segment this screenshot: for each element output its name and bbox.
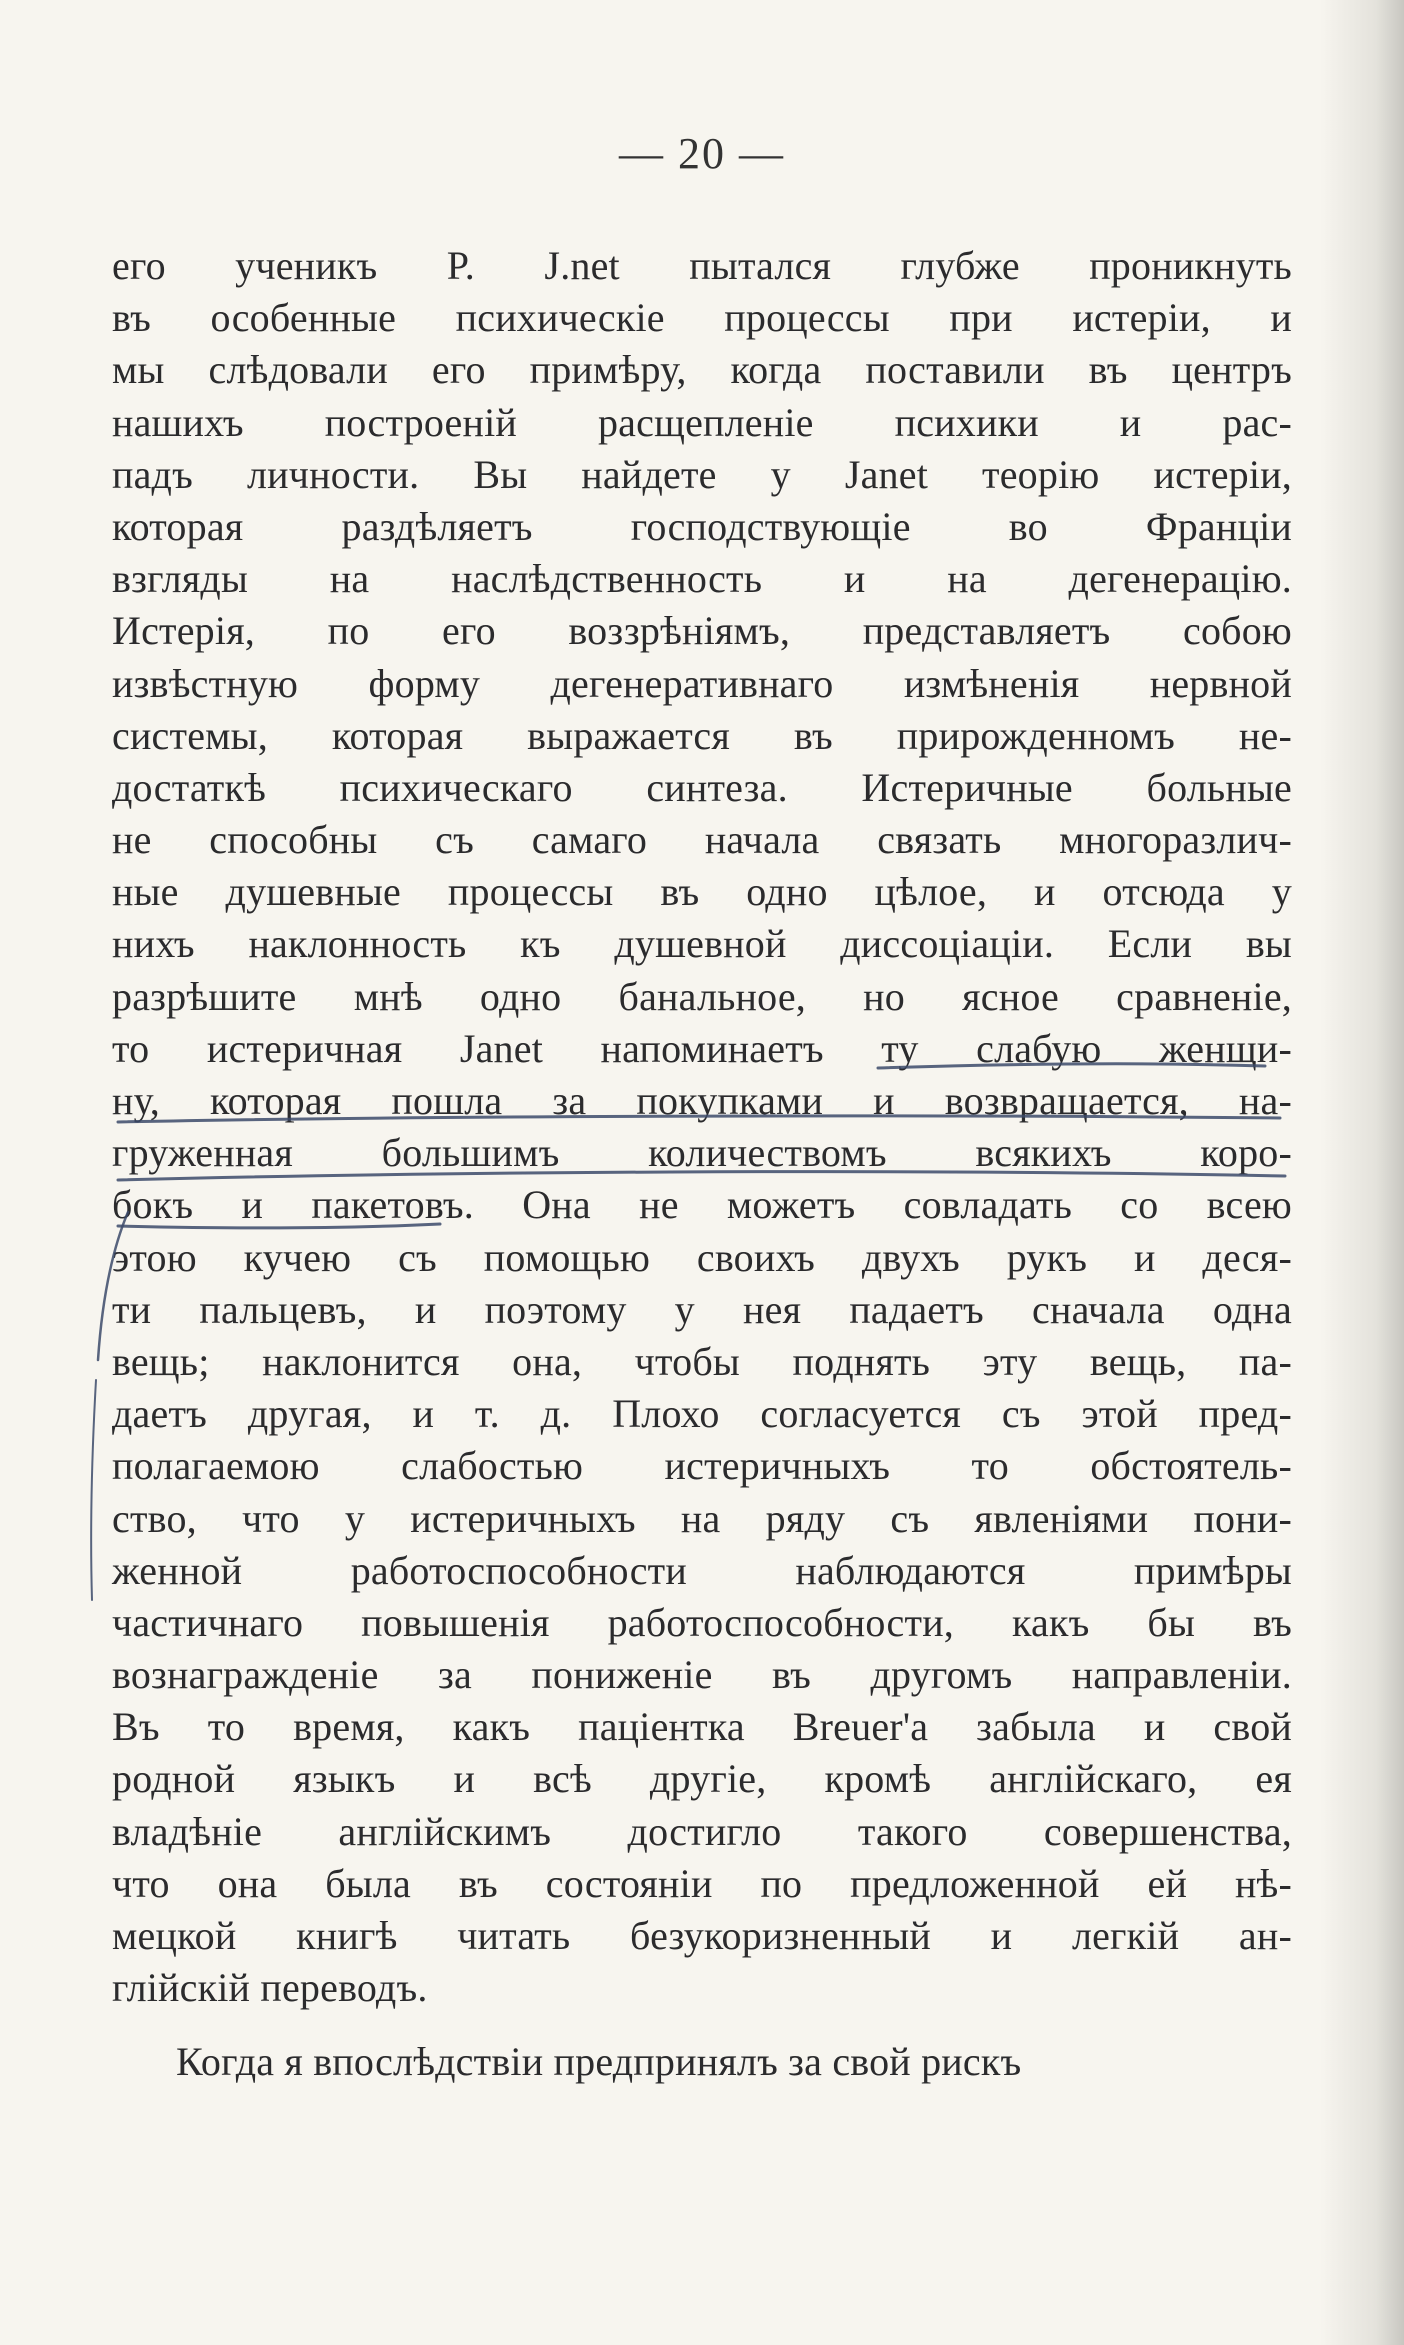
text-line: ные душевные процессы въ одно цѣлое, и отсюда у (112, 869, 1292, 915)
text-line: вознагражденіе за пониженіе въ другомъ направленіи. (112, 1652, 1292, 1698)
text-line: его ученикъ P. J.net пытался глубже проникнуть (112, 243, 1292, 288)
text-line: которая раздѣляетъ господствующіе во Франціи (112, 503, 1292, 549)
text-line: женной работоспособности наблюдаются примѣры (112, 1547, 1292, 1593)
text-line: мецкой книгѣ читать безукоризненный и легкій ан- (112, 1913, 1292, 1958)
text-line: Когда я впослѣдствіи предпринялъ за свой рискъ (176, 2039, 1022, 2085)
text-line: въ особенные психическіе процессы при истеріи, и (112, 295, 1292, 341)
text-line: взгляды на наслѣдственность и на дегенерацію. (112, 556, 1292, 602)
text-line: падъ личности. Вы найдете у Janet теорію истеріи, (112, 451, 1292, 497)
text-line: Истерія, по его воззрѣніямъ, представляетъ собою (112, 608, 1292, 654)
text-line: то истеричная Janet напоминаетъ ту слабую женщи- (112, 1025, 1292, 1071)
text-line: нашихъ построеній расщепленіе психики и рас- (112, 399, 1292, 445)
text-line: нихъ наклонность къ душевной диссоціаціи. Если вы (112, 921, 1292, 967)
text-line: что она была въ состояніи по предложенной ей нѣ- (112, 1860, 1292, 1906)
text-line: ну, которая пошла за покупками и возвращается, на- (112, 1078, 1292, 1123)
text-line: родной языкъ и всѣ другіе, кромѣ англійскаго, ея (112, 1756, 1292, 1802)
text-line: извѣстную форму дегенеративнаго измѣненія нервной (112, 660, 1292, 706)
text-line: глійскій переводъ. (112, 1965, 428, 2011)
text-line: системы, которая выражается въ прирожденномъ не- (112, 712, 1292, 758)
text-line: Въ то время, какъ паціентка Breuer'а забыла и свой (112, 1704, 1292, 1750)
text-line: вещь; наклонится она, чтобы поднять эту вещь, па- (112, 1338, 1292, 1384)
text-line: полагаемою слабостью истеричныхъ то обстоятель- (112, 1443, 1292, 1489)
text-line: владѣніе англійскимъ достигло такого совершенства, (112, 1808, 1292, 1854)
page-number: — 20 — (619, 129, 785, 178)
text-line: частичнаго повышенія работоспособности, какъ бы въ (112, 1599, 1292, 1645)
text-line: ство, что у истеричныхъ на ряду съ явленіями пони- (112, 1495, 1292, 1541)
text-line: этою кучею съ помощью своихъ двухъ рукъ и деся- (112, 1234, 1292, 1280)
text-line: даетъ другая, и т. д. Плохо согласуется съ этой пред- (112, 1391, 1292, 1437)
text-line: мы слѣдовали его примѣру, когда поставили въ центръ (112, 347, 1292, 393)
text-line: бокъ и пакетовъ. Она не можетъ совладать со всею (112, 1182, 1292, 1228)
text-line: разрѣшите мнѣ одно банальное, но ясное сравненіе, (112, 973, 1292, 1019)
body-text (112, 240, 1292, 2089)
text-line: не способны съ самаго начала связать многоразлич- (112, 817, 1292, 863)
text-line: ти пальцевъ, и поэтому у нея падаетъ сначала одна (112, 1286, 1292, 1332)
text-line: достаткѣ психическаго синтеза. Истеричные больные (112, 764, 1292, 810)
text-line: груженная большимъ количествомъ всякихъ коро- (112, 1130, 1292, 1176)
